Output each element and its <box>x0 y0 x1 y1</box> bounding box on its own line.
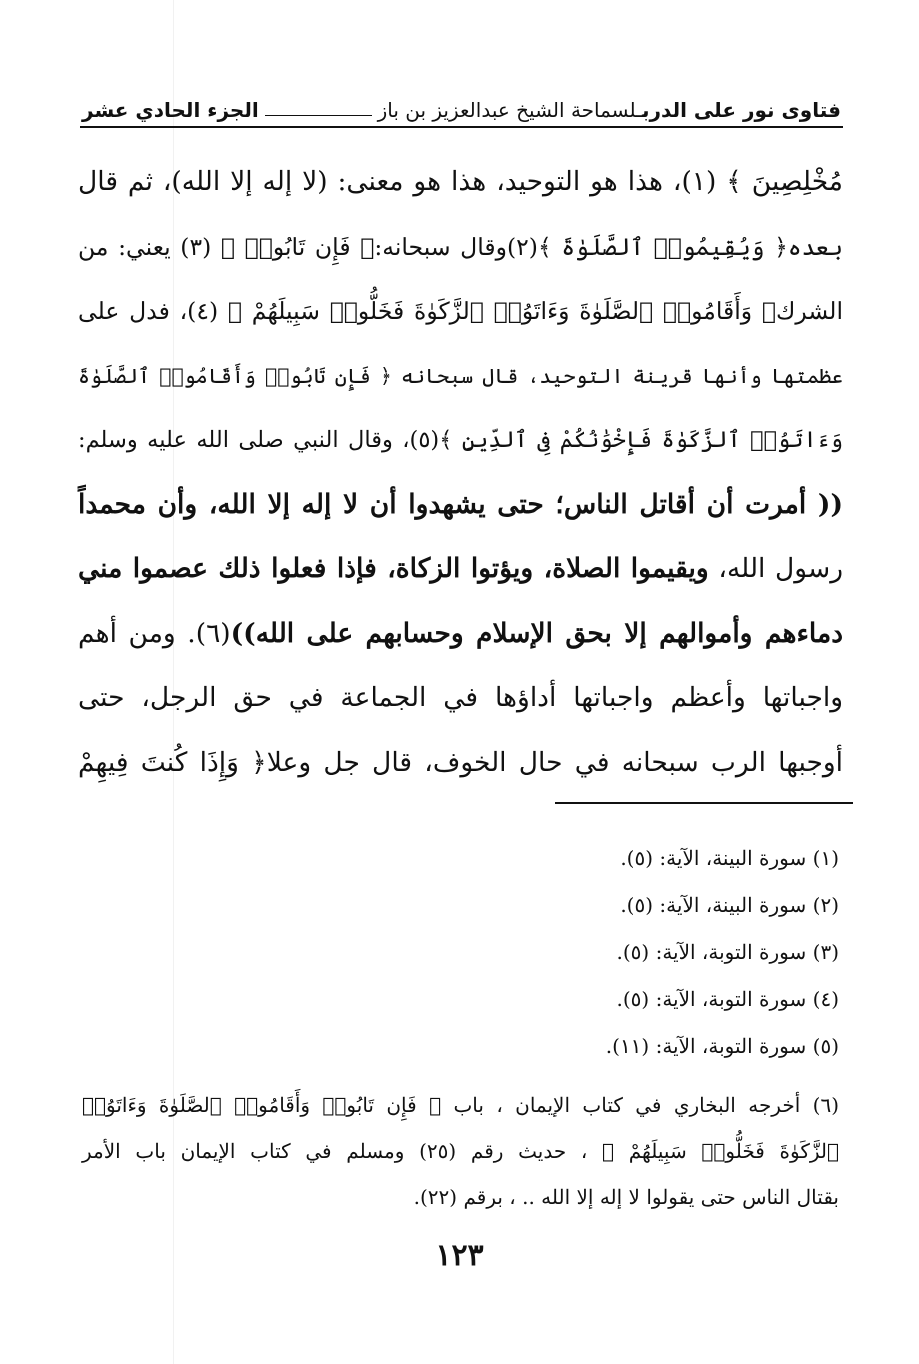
footnote-6-line-1: (٦) أخرجه البخاري في كتاب الإيمان ، باب ﴿ فَإِن تَابُوا۟ وَأَقَامُوا۟ ٱلصَّلَوٰةَ وَءَاتَوُا۟ <box>82 1093 839 1117</box>
footnote-1: (١) سورة البينة، الآية: (٥). <box>620 846 839 870</box>
title-separator: ـ <box>636 98 643 122</box>
running-head <box>82 88 841 122</box>
text-line-5: وَءَاتَوُا۟ ٱلزَّكَوٰةَ فَإِخْوَٰنُكُمْ فِى ٱلدِّينِ ﴾(٥)، وقال النبي صلى الله عليه وسلم: <box>78 427 843 453</box>
author-name: لسماحة الشيخ عبدالعزيز بن باز <box>377 98 637 122</box>
footnote-6 <box>82 1082 839 1220</box>
footnote-2: (٢) سورة البينة، الآية: (٥). <box>620 893 839 917</box>
text-line-2: بعده﴿ وَيُقِيمُوا۟ ٱلصَّلَوٰةَ ﴾(٢)وقال سبحانه:﴿ فَإِن تَابُوا۟ ﴾ (٣) يعني: من <box>78 232 843 261</box>
hadith-line-3 <box>78 602 843 667</box>
footnote-rule <box>555 802 853 804</box>
header-rule <box>80 126 843 128</box>
hadith-line-1: (( أمرت أن أقاتل الناس؛ حتى يشهدوا أن لا إله إلا الله، وأن محمداً <box>78 488 843 520</box>
text-line-9: واجباتها وأعظم واجباتها أداؤها في الجماعة في حق الرجل، حتى <box>78 682 843 713</box>
footnotes <box>82 835 839 1220</box>
volume-label: الجزء الحادي عشر <box>82 98 259 122</box>
footnote-3: (٣) سورة التوبة، الآية: (٥). <box>616 940 839 964</box>
footnote-6-line-3: بقتال الناس حتى يقولوا لا إله إلا الله .. ، برقم (٢٢). <box>413 1185 839 1209</box>
text-line-1: مُخْلِصِينَ ﴾ (١)، هذا هو التوحيد، هذا هو معنى: (لا إله إلا الله)، ثم قال <box>78 166 843 197</box>
page-number: ١٢٣ <box>435 1238 484 1273</box>
hadith-line-2 <box>78 537 843 602</box>
main-text <box>78 150 843 795</box>
hadith-line-2-bold: ويقيموا الصلاة، ويؤتوا الزكاة، فإذا فعلوا ذلك عصموا مني <box>78 553 709 584</box>
text-line-10: أوجبها الرب سبحانه في حال الخوف، قال جل وعلا﴿ وَإِذَا كُنتَ فِيهِمْ <box>78 746 843 778</box>
text-line-4: عظمتها وأنها قرينة التوحيد، قال سبحانه ﴿ فَإِن تَابُوا۟ وَأَقَامُوا۟ ٱلصَّلَوٰةَ <box>78 363 843 388</box>
footnote-4: (٤) سورة التوبة، الآية: (٥). <box>616 987 839 1011</box>
text-line-3: الشرك﴿ وَأَقَامُوا۟ ٱلصَّلَوٰةَ وَءَاتَوُا۟ ٱلزَّكَوٰةَ فَخَلُّوا۟ سَبِيلَهُمْ ﴾ (٤)، فدل على <box>78 297 843 325</box>
hadith-line-3-bold: دماءهم وأموالهم إلا بحق الإسلام وحسابهم على الله)) <box>230 617 843 649</box>
running-head-dash-line <box>265 115 372 116</box>
running-head-title-author <box>378 98 841 122</box>
footnote-5: (٥) سورة التوبة، الآية: (١١). <box>605 1034 839 1058</box>
hadith-line-2-normal: رسول الله، <box>708 553 843 584</box>
book-title: فتاوى نور على الدرب <box>642 98 841 122</box>
hadith-line-3-tail: (٦). ومن أهم <box>78 617 231 649</box>
footnote-6-line-2: ٱلزَّكَوٰةَ فَخَلُّوا۟ سَبِيلَهُمْ ﴾ ، حديث رقم (٢٥) ومسلم في كتاب الإيمان باب الأمر <box>82 1139 840 1163</box>
